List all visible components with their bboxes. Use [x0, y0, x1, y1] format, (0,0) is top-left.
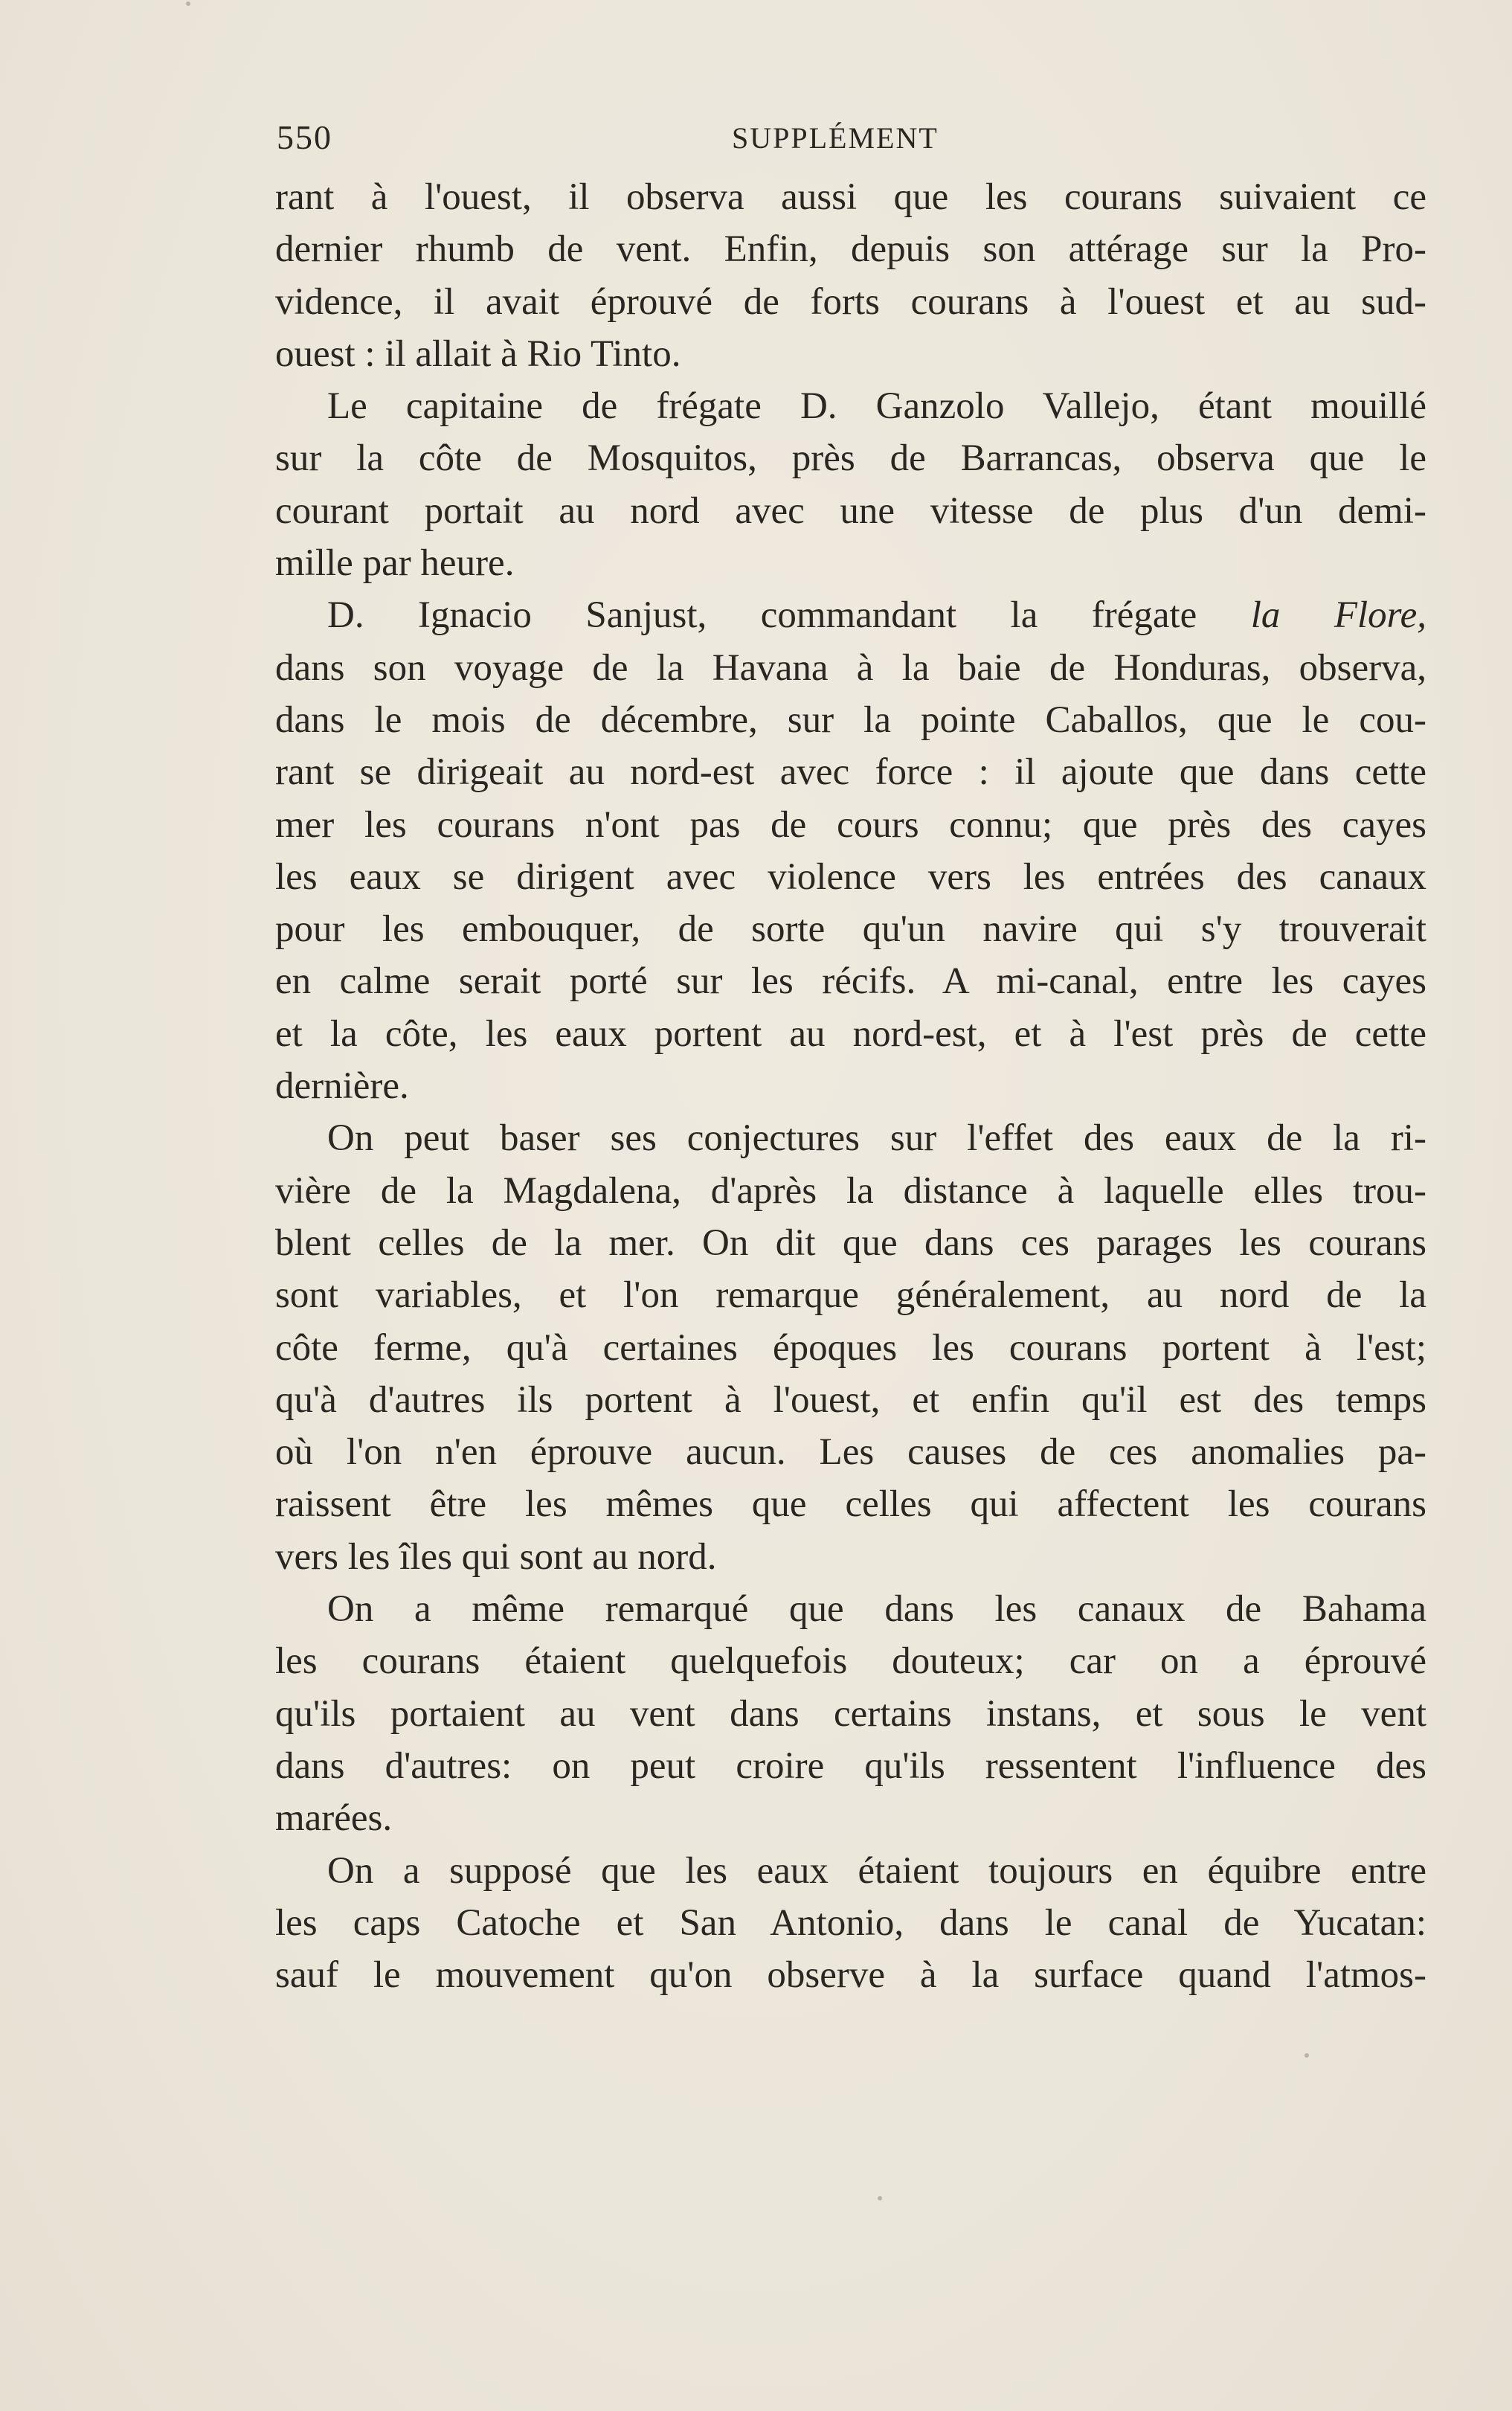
paper-speck — [186, 1, 190, 6]
text-line: où l'on n'en éprouve aucun. Les causes de ces anomalies pa- — [275, 1431, 1426, 1474]
body-text — [275, 171, 1426, 2001]
text-line: raissent être les mêmes que celles qui affectent les courans — [275, 1483, 1426, 1526]
text-line: dans le mois de décembre, sur la pointe Caballos, que le cou- — [275, 699, 1426, 741]
text-line: sur la côte de Mosquitos, près de Barrancas, observa que le — [275, 437, 1426, 480]
text-line: vière de la Magdalena, d'après la distance à laquelle elles trou- — [275, 1169, 1426, 1212]
text-line: marées. — [275, 1797, 393, 1840]
text-line: On peut baser ses conjectures sur l'effet des eaux de la ri- — [327, 1117, 1426, 1160]
text-line: courant portait au nord avec une vitesse de plus d'un demi- — [275, 489, 1426, 532]
text-line: dernière. — [275, 1065, 409, 1108]
text-line: mille par heure. — [275, 542, 515, 585]
text-line: et la côte, les eaux portent au nord-est, et à l'est près de cette — [275, 1012, 1426, 1055]
text-line: rant à l'ouest, il observa aussi que les courans suivaient ce — [275, 176, 1426, 218]
paper-speck — [878, 2196, 882, 2200]
text-line: en calme serait porté sur les récifs. A mi-canal, entre les cayes — [275, 960, 1426, 1003]
text-line: vers les îles qui sont au nord. — [275, 1535, 717, 1578]
text-line: mer les courans n'ont pas de cours connu; que près des cayes — [275, 803, 1426, 846]
text-line: pour les embouquer, de sorte qu'un navire qui s'y trouverait — [275, 908, 1426, 951]
text-line: blent celles de la mer. On dit que dans ces parages les courans — [275, 1221, 1426, 1264]
page-number: 550 — [277, 118, 332, 156]
text-line: On a même remarqué que dans les canaux de Bahama — [327, 1588, 1426, 1631]
paper-speck — [1304, 2053, 1309, 2058]
text-line: qu'ils portaient au vent dans certains instans, et sous le vent — [275, 1692, 1426, 1735]
ship-name: la Flore, — [1250, 594, 1426, 637]
ship-name-intro: D. Ignacio Sanjust, commandant la frégate — [327, 594, 1251, 637]
text-line: dans son voyage de la Havana à la baie de Honduras, observa, — [275, 646, 1426, 689]
text-line: vidence, il avait éprouvé de forts courans à l'ouest et au sud- — [275, 280, 1426, 323]
text-line-with-ship-name — [275, 589, 1426, 641]
text-line: Le capitaine de frégate D. Ganzolo Vallejo, étant mouillé — [327, 385, 1426, 428]
text-line: les courans étaient quelquefois douteux; car on a éprouvé — [275, 1640, 1426, 1683]
text-line: dernier rhumb de vent. Enfin, depuis son attérage sur la Pro- — [275, 228, 1426, 271]
text-line: sauf le mouvement qu'on observe à la surface quand l'atmos- — [275, 1954, 1426, 1997]
text-line: les eaux se dirigent avec violence vers les entrées des canaux — [275, 855, 1426, 898]
text-line: dans d'autres: on peut croire qu'ils ressentent l'influence des — [275, 1744, 1426, 1787]
text-line: ouest : il allait à Rio Tinto. — [275, 333, 681, 375]
page-header — [277, 118, 1426, 162]
text-line: rant se dirigeait au nord-est avec force : il ajoute que dans cette — [275, 751, 1426, 794]
text-line: qu'à d'autres ils portent à l'ouest, et enfin qu'il est des temps — [275, 1378, 1426, 1421]
text-line: sont variables, et l'on remarque généralement, au nord de la — [275, 1274, 1426, 1317]
text-line: les caps Catoche et San Antonio, dans le canal de Yucatan: — [275, 1901, 1426, 1944]
text-line: côte ferme, qu'à certaines époques les courans portent à l'est; — [275, 1326, 1426, 1369]
running-head: SUPPLÉMENT — [732, 121, 939, 155]
text-line: On a supposé que les eaux étaient toujours en équibre entre — [327, 1849, 1426, 1892]
